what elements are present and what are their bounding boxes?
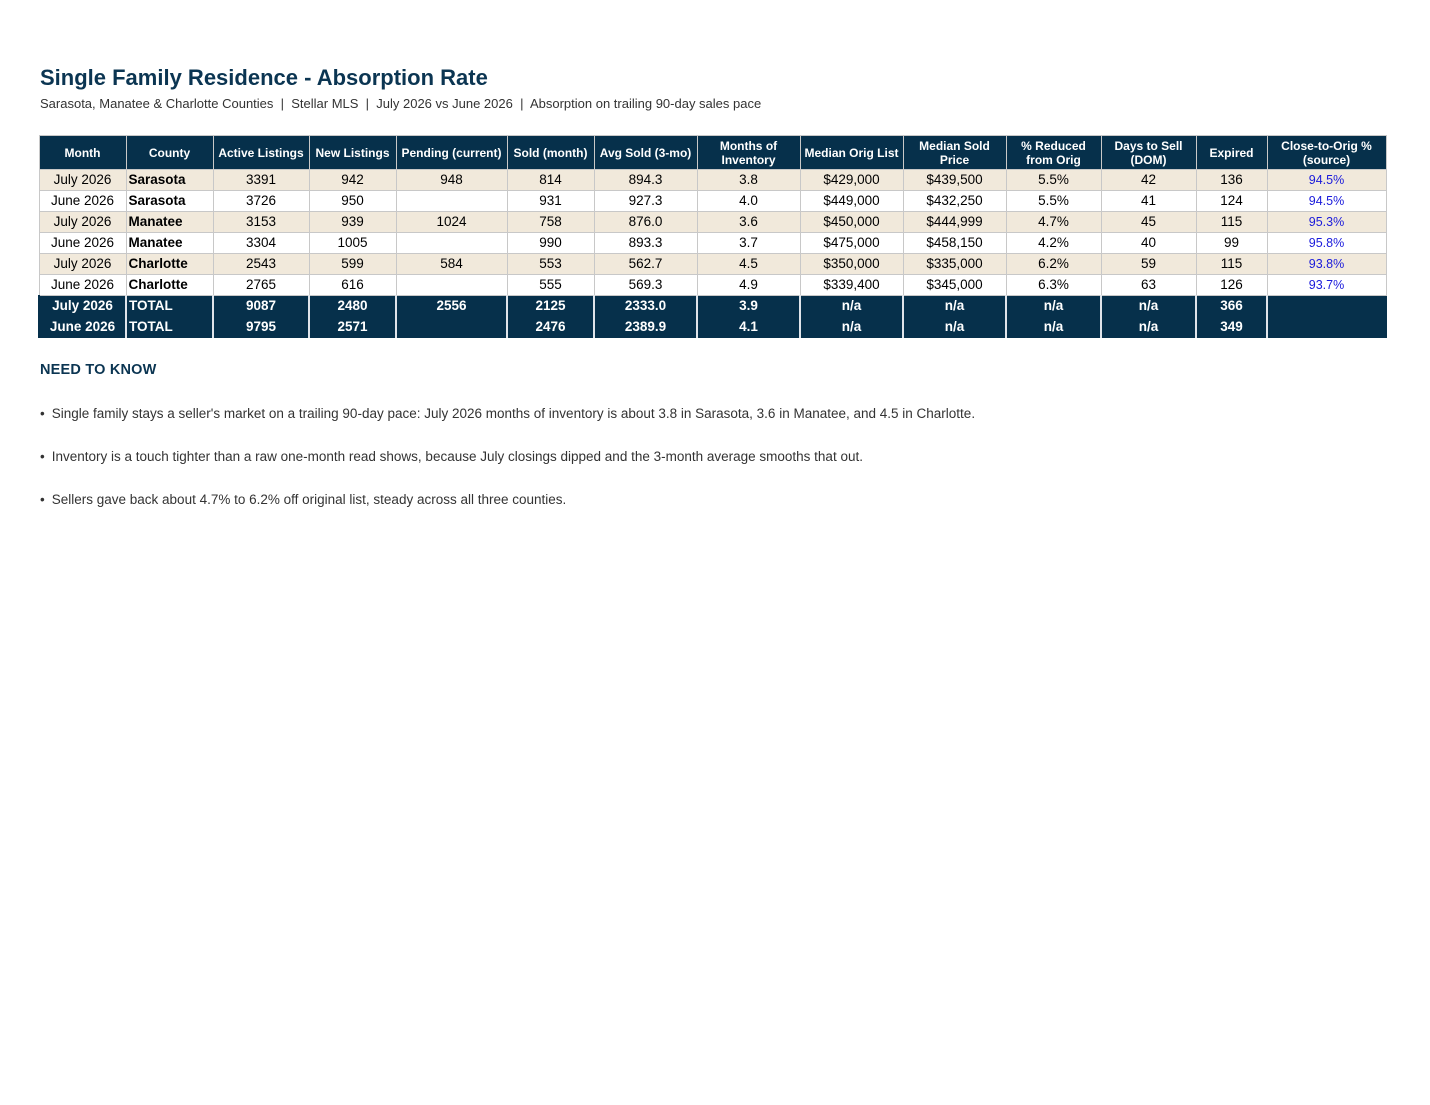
months-of-inventory-cell: 4.1	[697, 317, 800, 338]
county-cell: TOTAL	[126, 296, 213, 317]
expired-cell: 115	[1196, 212, 1267, 233]
need-to-know-heading: NEED TO KNOW	[40, 362, 157, 378]
county-cell: Manatee	[126, 233, 213, 254]
sold-cell: 814	[507, 170, 594, 191]
page-title: Single Family Residence - Absorption Rate	[40, 65, 488, 90]
median-orig-list-cell: $450,000	[800, 212, 903, 233]
column-header: % Reduced from Orig	[1006, 136, 1101, 170]
bullet-item	[40, 405, 975, 422]
new-listings-cell: 616	[309, 275, 396, 296]
month-cell: June 2026	[39, 191, 126, 212]
avg-sold-cell: 894.3	[594, 170, 697, 191]
table-row	[39, 275, 1386, 296]
avg-sold-cell: 876.0	[594, 212, 697, 233]
pct-reduced-cell: n/a	[1006, 296, 1101, 317]
column-header: Expired	[1196, 136, 1267, 170]
column-header: Days to Sell (DOM)	[1101, 136, 1196, 170]
active-listings-cell: 3153	[213, 212, 309, 233]
table-row	[39, 191, 1386, 212]
month-cell: July 2026	[39, 212, 126, 233]
median-sold-price-cell: $432,250	[903, 191, 1006, 212]
avg-sold-cell: 893.3	[594, 233, 697, 254]
months-of-inventory-cell: 4.0	[697, 191, 800, 212]
column-header: County	[126, 136, 213, 170]
sold-cell: 553	[507, 254, 594, 275]
column-header: Sold (month)	[507, 136, 594, 170]
days-to-sell-cell: 45	[1101, 212, 1196, 233]
median-orig-list-cell: $339,400	[800, 275, 903, 296]
table-row	[39, 212, 1386, 233]
column-header: Active Listings	[213, 136, 309, 170]
column-header: Close-to-Orig % (source)	[1267, 136, 1386, 170]
pending-cell: 2556	[396, 296, 507, 317]
month-cell: June 2026	[39, 317, 126, 338]
days-to-sell-cell: 40	[1101, 233, 1196, 254]
table-body	[39, 170, 1386, 338]
total-row	[39, 317, 1386, 338]
expired-cell: 124	[1196, 191, 1267, 212]
new-listings-cell: 2480	[309, 296, 396, 317]
median-orig-list-cell: $350,000	[800, 254, 903, 275]
days-to-sell-cell: 63	[1101, 275, 1196, 296]
avg-sold-cell: 2333.0	[594, 296, 697, 317]
new-listings-cell: 942	[309, 170, 396, 191]
median-sold-price-cell: n/a	[903, 296, 1006, 317]
active-listings-cell: 9795	[213, 317, 309, 338]
months-of-inventory-cell: 4.9	[697, 275, 800, 296]
days-to-sell-cell: 59	[1101, 254, 1196, 275]
county-cell: Manatee	[126, 212, 213, 233]
expired-cell: 366	[1196, 296, 1267, 317]
close-to-orig-cell: 94.5%	[1267, 191, 1386, 212]
month-cell: June 2026	[39, 233, 126, 254]
pending-cell: 948	[396, 170, 507, 191]
bullet-text: Inventory is a touch tighter than a raw one-month read shows, because July closings dipped and the 3-month average smooths that out.	[51, 449, 863, 464]
close-to-orig-cell: 93.7%	[1267, 275, 1386, 296]
close-to-orig-cell: 93.8%	[1267, 254, 1386, 275]
sold-cell: 2476	[507, 317, 594, 338]
pending-cell	[396, 233, 507, 254]
column-header: Median Orig List	[800, 136, 903, 170]
active-listings-cell: 3726	[213, 191, 309, 212]
sold-cell: 990	[507, 233, 594, 254]
days-to-sell-cell: n/a	[1101, 317, 1196, 338]
expired-cell: 349	[1196, 317, 1267, 338]
column-header: Avg Sold (3-mo)	[594, 136, 697, 170]
median-orig-list-cell: $475,000	[800, 233, 903, 254]
sold-cell: 931	[507, 191, 594, 212]
days-to-sell-cell: n/a	[1101, 296, 1196, 317]
avg-sold-cell: 569.3	[594, 275, 697, 296]
months-of-inventory-cell: 4.5	[697, 254, 800, 275]
pending-cell	[396, 317, 507, 338]
bullet-marker: •	[40, 406, 45, 421]
column-header: Pending (current)	[396, 136, 507, 170]
pending-cell: 584	[396, 254, 507, 275]
table-row	[39, 254, 1386, 275]
column-header: New Listings	[309, 136, 396, 170]
pct-reduced-cell: 5.5%	[1006, 170, 1101, 191]
month-cell: July 2026	[39, 254, 126, 275]
total-row	[39, 296, 1386, 317]
avg-sold-cell: 562.7	[594, 254, 697, 275]
median-sold-price-cell: $458,150	[903, 233, 1006, 254]
close-to-orig-cell	[1267, 317, 1386, 338]
months-of-inventory-cell: 3.9	[697, 296, 800, 317]
median-sold-price-cell: $439,500	[903, 170, 1006, 191]
active-listings-cell: 2543	[213, 254, 309, 275]
new-listings-cell: 2571	[309, 317, 396, 338]
bullet-marker: •	[40, 492, 45, 507]
month-cell: July 2026	[39, 296, 126, 317]
pct-reduced-cell: 4.7%	[1006, 212, 1101, 233]
median-sold-price-cell: $335,000	[903, 254, 1006, 275]
county-cell: TOTAL	[126, 317, 213, 338]
days-to-sell-cell: 41	[1101, 191, 1196, 212]
bullet-text: Sellers gave back about 4.7% to 6.2% off original list, steady across all three counties.	[51, 492, 567, 507]
median-sold-price-cell: n/a	[903, 317, 1006, 338]
median-orig-list-cell: n/a	[800, 317, 903, 338]
county-cell: Sarasota	[126, 170, 213, 191]
column-header: Median Sold Price	[903, 136, 1006, 170]
new-listings-cell: 939	[309, 212, 396, 233]
close-to-orig-cell: 95.3%	[1267, 212, 1386, 233]
months-of-inventory-cell: 3.8	[697, 170, 800, 191]
new-listings-cell: 950	[309, 191, 396, 212]
active-listings-cell: 3304	[213, 233, 309, 254]
county-cell: Charlotte	[126, 275, 213, 296]
months-of-inventory-cell: 3.7	[697, 233, 800, 254]
avg-sold-cell: 927.3	[594, 191, 697, 212]
new-listings-cell: 599	[309, 254, 396, 275]
pct-reduced-cell: 6.2%	[1006, 254, 1101, 275]
months-of-inventory-cell: 3.6	[697, 212, 800, 233]
month-cell: July 2026	[39, 170, 126, 191]
pct-reduced-cell: 4.2%	[1006, 233, 1101, 254]
median-orig-list-cell: $429,000	[800, 170, 903, 191]
close-to-orig-cell	[1267, 296, 1386, 317]
pct-reduced-cell: 5.5%	[1006, 191, 1101, 212]
active-listings-cell: 2765	[213, 275, 309, 296]
county-cell: Charlotte	[126, 254, 213, 275]
days-to-sell-cell: 42	[1101, 170, 1196, 191]
pending-cell: 1024	[396, 212, 507, 233]
expired-cell: 126	[1196, 275, 1267, 296]
median-orig-list-cell: $449,000	[800, 191, 903, 212]
expired-cell: 136	[1196, 170, 1267, 191]
sold-cell: 758	[507, 212, 594, 233]
close-to-orig-cell: 94.5%	[1267, 170, 1386, 191]
table-row	[39, 233, 1386, 254]
pending-cell	[396, 275, 507, 296]
bullet-item	[40, 448, 863, 465]
bullet-text: Single family stays a seller's market on a trailing 90-day pace: July 2026 months of inventory is about 3.8 in Sarasota, 3.6 in Manatee, and 4.5 in Charlotte.	[51, 406, 976, 421]
median-sold-price-cell: $345,000	[903, 275, 1006, 296]
table-header-row	[39, 136, 1386, 170]
median-sold-price-cell: $444,999	[903, 212, 1006, 233]
active-listings-cell: 3391	[213, 170, 309, 191]
active-listings-cell: 9087	[213, 296, 309, 317]
month-cell: June 2026	[39, 275, 126, 296]
absorption-table	[38, 135, 1387, 338]
bullet-marker: •	[40, 449, 45, 464]
page-subtitle: Sarasota, Manatee & Charlotte Counties | Stellar MLS | July 2026 vs June 2026 | Absorption on trailing 90-day sales pace	[40, 96, 762, 111]
pct-reduced-cell: 6.3%	[1006, 275, 1101, 296]
table-row	[39, 170, 1386, 191]
expired-cell: 115	[1196, 254, 1267, 275]
pct-reduced-cell: n/a	[1006, 317, 1101, 338]
expired-cell: 99	[1196, 233, 1267, 254]
county-cell: Sarasota	[126, 191, 213, 212]
sold-cell: 2125	[507, 296, 594, 317]
sold-cell: 555	[507, 275, 594, 296]
pending-cell	[396, 191, 507, 212]
close-to-orig-cell: 95.8%	[1267, 233, 1386, 254]
median-orig-list-cell: n/a	[800, 296, 903, 317]
column-header: Months of Inventory	[697, 136, 800, 170]
bullet-item	[40, 491, 566, 508]
avg-sold-cell: 2389.9	[594, 317, 697, 338]
new-listings-cell: 1005	[309, 233, 396, 254]
column-header: Month	[39, 136, 126, 170]
